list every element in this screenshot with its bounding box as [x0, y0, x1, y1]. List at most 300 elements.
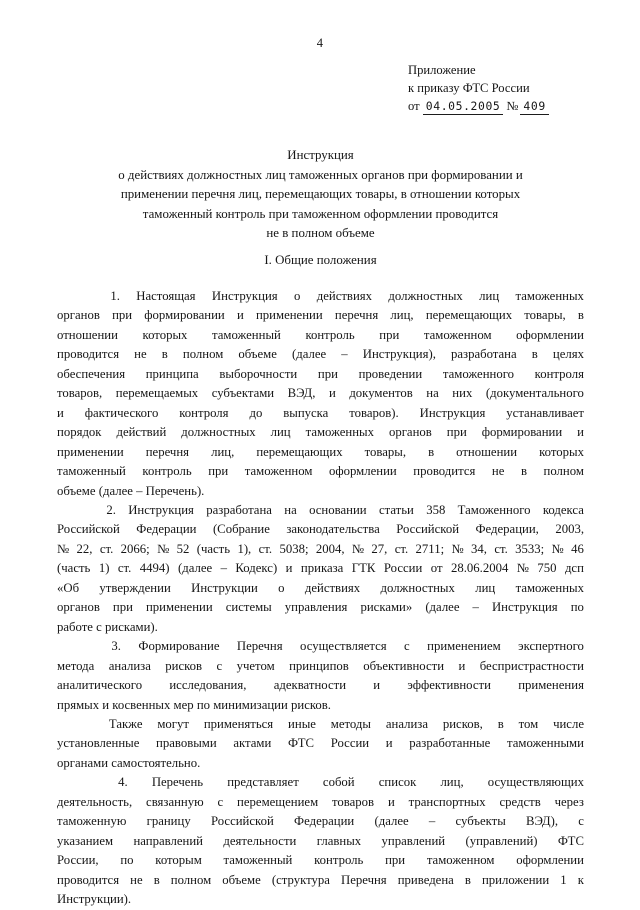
word: объеме [238, 347, 277, 362]
word: (далее [425, 600, 460, 615]
word: Инструкция [419, 405, 486, 420]
word: (часть [196, 541, 231, 556]
word: России, [57, 853, 99, 868]
word: проводится [57, 347, 120, 362]
number-sign: № [506, 99, 519, 113]
word: о [278, 580, 285, 595]
word: 2003, [555, 522, 584, 537]
word: представляет [227, 775, 299, 790]
word: 52 [176, 541, 190, 556]
word: принципов [289, 658, 349, 673]
word: таможенный [57, 464, 126, 479]
word: № [451, 541, 464, 556]
word: формировании [144, 308, 225, 323]
word: при [446, 425, 467, 440]
word: перемещающих [425, 308, 513, 323]
word: список [378, 775, 417, 790]
word: главных [316, 833, 362, 848]
word: по [570, 600, 584, 615]
word: Инструкция), [362, 347, 436, 362]
page-number: 4 [316, 36, 324, 50]
word: не [134, 347, 147, 362]
word: дсп [564, 561, 584, 576]
word: проводится [57, 872, 120, 887]
title-line: таможенный контроль при таможенном оформлении проводится [142, 206, 499, 221]
word: ст. [258, 541, 273, 556]
word: применении [57, 444, 124, 459]
word: 5038; [279, 541, 309, 556]
word: иные [288, 716, 316, 731]
word: № [57, 541, 70, 556]
word: должностных [388, 289, 463, 303]
word: разработана [206, 502, 272, 517]
word: 750 [537, 561, 557, 576]
text-line [57, 423, 584, 442]
word: числе [553, 716, 584, 731]
word: 3. [111, 639, 121, 654]
word: деятельности [223, 833, 297, 848]
word: метода [57, 658, 95, 673]
word: контроль [305, 327, 355, 342]
order-number-value: 409 [520, 100, 548, 115]
word: адекватности [273, 678, 347, 693]
word: № [516, 561, 529, 576]
word: на [284, 502, 297, 517]
word: анализа [108, 658, 151, 673]
text-line [57, 734, 584, 753]
word: 1. [110, 289, 120, 303]
word: 4494) [139, 561, 170, 576]
word: в [520, 464, 527, 479]
word: перечня [334, 308, 379, 323]
word: ст. [99, 541, 114, 556]
word: принципа [145, 366, 199, 381]
word: перемещающих [256, 444, 343, 459]
word: (далее [292, 347, 327, 362]
word: 34, [471, 541, 487, 556]
word: Федерации, [475, 522, 539, 537]
word: Также [108, 716, 143, 731]
word: 1) [98, 561, 110, 576]
word: анализа [385, 716, 428, 731]
word: и [328, 386, 336, 401]
word: и [236, 308, 244, 323]
word: системы [225, 600, 272, 615]
approval-line-2: к приказу ФТС России [408, 80, 530, 95]
word: отношении [456, 444, 518, 459]
title-line: не в полном объеме [266, 226, 375, 241]
word: – [472, 600, 479, 615]
word: экспертного [518, 639, 584, 654]
word: Таможенного [457, 502, 531, 517]
word: Инструкция [211, 289, 278, 303]
text-line: Инструкции). [57, 892, 132, 907]
word: в [497, 716, 504, 731]
word: 27, [371, 541, 388, 556]
word: таможенными [506, 736, 584, 751]
word: контроля [179, 405, 229, 420]
word: в [464, 872, 471, 887]
title-line: о действиях должностных лиц таможенных органов при формировании и [118, 167, 523, 182]
word: Федерации [294, 814, 355, 829]
word: и [57, 405, 64, 420]
word: объеме [222, 872, 261, 887]
word: с [404, 639, 410, 654]
word: таможенного [442, 366, 514, 381]
word: № [351, 541, 365, 556]
text-line [57, 443, 584, 462]
word: основании [309, 502, 367, 517]
word: Российской [57, 522, 120, 537]
title-line: Инструкция [287, 148, 354, 162]
text-line [57, 598, 584, 617]
word: Инструкции [191, 580, 258, 595]
word: статьи [378, 502, 414, 517]
word: 28.06.2004 [450, 561, 509, 576]
word: контроль [314, 853, 364, 868]
word: 3533; [515, 541, 545, 556]
word: с [216, 658, 223, 673]
word: Настоящая [136, 289, 196, 303]
word: действиях [304, 580, 361, 595]
text-line [57, 462, 584, 481]
word: документов [349, 386, 413, 401]
word: перечня [145, 444, 190, 459]
word: ГТК [351, 561, 376, 576]
word: и [373, 678, 381, 693]
word: при [112, 600, 133, 615]
word: применении [145, 600, 213, 615]
word: при [379, 327, 400, 342]
word: – [341, 347, 348, 362]
text-line [57, 851, 584, 870]
word: 2066; [120, 541, 150, 556]
word: товаров). [349, 405, 399, 420]
word: должностных [380, 580, 455, 595]
approval-date-row [408, 98, 618, 116]
text-line [57, 715, 584, 734]
word: органов [388, 425, 432, 440]
word: таможенных [515, 580, 584, 595]
word: осуществляющих [487, 775, 584, 790]
word: полном [170, 872, 212, 887]
word: товаров, [57, 386, 103, 401]
text-line: органами самостоятельно. [57, 755, 201, 770]
word: них [452, 386, 473, 401]
word: контроля [534, 366, 584, 381]
word: к [577, 872, 584, 887]
word: ФТС [557, 833, 584, 848]
word: и [387, 794, 395, 809]
para-1 [57, 287, 584, 501]
word: (далее [374, 814, 409, 829]
word: таможенном [423, 327, 492, 342]
text-line [57, 540, 584, 559]
text-line [57, 384, 584, 403]
word: 4. [118, 775, 128, 790]
text-line [57, 520, 584, 539]
word: управлений [381, 833, 446, 848]
word: аналитического [57, 678, 143, 693]
word: перемещением [237, 794, 319, 809]
word: Российской [396, 522, 460, 537]
word: № [551, 541, 564, 556]
title-line: применении перечня лиц, перемещающих товары, в отношении которых [120, 187, 521, 202]
text-line [57, 559, 584, 578]
text-line [57, 365, 584, 384]
word: методы [330, 716, 371, 731]
word: таможенную [57, 814, 127, 829]
para-3 [57, 637, 584, 715]
word: управления [284, 600, 348, 615]
word: и [577, 425, 584, 440]
word: в [577, 308, 584, 323]
word: фактического [84, 405, 159, 420]
word: рисков, [442, 716, 483, 731]
word: проведении [358, 366, 423, 381]
word: устанавливает [506, 405, 584, 420]
word: при [385, 853, 406, 868]
word: ВЭД, [287, 386, 316, 401]
word: № [157, 541, 170, 556]
document-body [57, 287, 584, 910]
word: ст. [394, 541, 409, 556]
word: Инструкция [491, 600, 558, 615]
word: лиц [270, 425, 291, 440]
text-line [57, 637, 584, 656]
word: полном [543, 464, 584, 479]
word: транспортных [408, 794, 486, 809]
word: (документального [485, 386, 584, 401]
word: в [153, 872, 160, 887]
word: таможенный [211, 327, 281, 342]
word: выборочности [219, 366, 298, 381]
para-4 [57, 715, 584, 773]
word: до [249, 405, 263, 420]
word: эффективности [407, 678, 491, 693]
word: осуществляется [300, 639, 387, 654]
word: и [458, 658, 466, 673]
word: должностных [181, 425, 256, 440]
word: оформлении [328, 464, 397, 479]
word: таможенном [244, 464, 313, 479]
word: 2711; [415, 541, 445, 556]
word: Федерации [136, 522, 197, 537]
text-line [57, 812, 584, 831]
word: границу [146, 814, 191, 829]
word: товары, [364, 444, 407, 459]
word: исследования, [169, 678, 247, 693]
word: Инструкция [128, 502, 194, 517]
text-line [57, 579, 584, 598]
word: лиц, [390, 308, 414, 323]
word: в [531, 347, 538, 362]
word: «Об [57, 580, 80, 595]
text-line [57, 832, 584, 851]
text-line [57, 501, 584, 520]
text-line [57, 773, 584, 792]
word: субъекты [455, 814, 506, 829]
word: ВЭД), [526, 814, 559, 829]
word: лиц [479, 289, 500, 303]
word: от [430, 561, 443, 576]
text-line [57, 326, 584, 345]
document-title [57, 146, 584, 244]
text-line: объеме (далее – Перечень). [57, 483, 205, 498]
word: 358 [426, 502, 446, 517]
approval-block [408, 62, 618, 116]
word: по [120, 853, 134, 868]
approval-line-1: Приложение [408, 63, 476, 77]
word: с [217, 794, 224, 809]
word: рисков [165, 658, 203, 673]
word: не [491, 464, 505, 479]
word: России [330, 736, 370, 751]
word: формировании [481, 425, 563, 440]
word: таможенных [305, 425, 374, 440]
word: таможенный [223, 853, 293, 868]
word: лиц [475, 580, 496, 595]
word: проводится [413, 464, 476, 479]
word: порядок [57, 425, 102, 440]
word: и [285, 561, 293, 576]
para-5 [57, 773, 584, 909]
word: актами [233, 736, 272, 751]
word: деятельность, [57, 794, 133, 809]
word: установленные [57, 736, 140, 751]
word: рисками» [360, 600, 413, 615]
word: 1 [560, 872, 567, 887]
word: оформлении [516, 853, 584, 868]
word: 1), [237, 541, 252, 556]
word: через [554, 794, 584, 809]
word: которых [539, 444, 584, 459]
para-2 [57, 501, 584, 637]
word: которых [142, 327, 188, 342]
word: 46 [571, 541, 584, 556]
word: органов [57, 600, 100, 615]
word: полном [182, 347, 224, 362]
word: собой [322, 775, 355, 790]
word: утверждении [99, 580, 171, 595]
word: лиц, [211, 444, 235, 459]
word: (часть [57, 561, 91, 576]
word: отношении [57, 327, 118, 342]
word: выпуска [283, 405, 329, 420]
text-line [57, 404, 584, 423]
word: действий [116, 425, 167, 440]
word: направлений [133, 833, 203, 848]
word: правовыми [156, 736, 217, 751]
word: приложении [481, 872, 550, 887]
word: (Собрание [212, 522, 270, 537]
word: – [220, 561, 227, 576]
word: и [385, 736, 393, 751]
word: России [383, 561, 423, 576]
word: на [426, 386, 439, 401]
text-line [57, 676, 584, 695]
word: о [294, 289, 301, 303]
word: товары, [524, 308, 566, 323]
word: Кодекс) [235, 561, 278, 576]
word: применяться [203, 716, 274, 731]
word: которым [155, 853, 202, 868]
word: указанием [57, 833, 114, 848]
word: Перечня [340, 872, 387, 887]
word: Перечня [236, 639, 283, 654]
word: перемещаемых [115, 386, 199, 401]
word: таможенных [515, 289, 584, 303]
order-date-value: 04.05.2005 [423, 100, 504, 115]
word: 2. [106, 502, 116, 517]
word: объективности [363, 658, 445, 673]
word: (управлений) [465, 833, 538, 848]
date-prefix: от [408, 99, 420, 113]
text-line [57, 793, 584, 812]
word: применением [427, 639, 501, 654]
word: применении [255, 308, 323, 323]
word: кодекса [542, 502, 584, 517]
word: том [518, 716, 539, 731]
word: Перечень [151, 775, 204, 790]
word: с [578, 814, 584, 829]
text-line [57, 871, 584, 890]
word: – [428, 814, 436, 829]
word: действиях [316, 289, 373, 303]
word: в [161, 347, 168, 362]
word: (далее [177, 561, 213, 576]
text-line [57, 345, 584, 364]
word: 22, [76, 541, 93, 556]
word: учетом [236, 658, 275, 673]
word: связанную [146, 794, 204, 809]
word: беспристрастности [479, 658, 584, 673]
word: органов [57, 308, 100, 323]
word: Российской [210, 814, 274, 829]
word: таможенном [426, 853, 495, 868]
word: ст. [494, 541, 508, 556]
word: 2004, [315, 541, 345, 556]
word: контроль [142, 464, 192, 479]
text-line [57, 306, 584, 325]
word: Формирование [138, 639, 220, 654]
word: ФТС [287, 736, 315, 751]
text-line: прямых и косвенных мер по минимизации рисков. [57, 697, 331, 712]
word: целях [552, 347, 584, 362]
word: товаров [332, 794, 375, 809]
word: при [317, 366, 338, 381]
word: средств [499, 794, 541, 809]
word: ст. [117, 561, 132, 576]
word: в [428, 444, 435, 459]
word: при [112, 308, 133, 323]
word: могут [157, 716, 189, 731]
word: при [208, 464, 229, 479]
word: субъектами [211, 386, 275, 401]
word: разработана [451, 347, 517, 362]
word: законодательства [286, 522, 380, 537]
word: приведена [397, 872, 454, 887]
word: разработанные [409, 736, 491, 751]
word: обеспечения [57, 366, 126, 381]
word: (структура [271, 872, 330, 887]
word: приказа [300, 561, 344, 576]
text-line [57, 287, 584, 306]
word: оформлении [516, 327, 584, 342]
text-line: работе с рисками). [57, 619, 158, 634]
word: лиц, [440, 775, 464, 790]
word: не [130, 872, 143, 887]
